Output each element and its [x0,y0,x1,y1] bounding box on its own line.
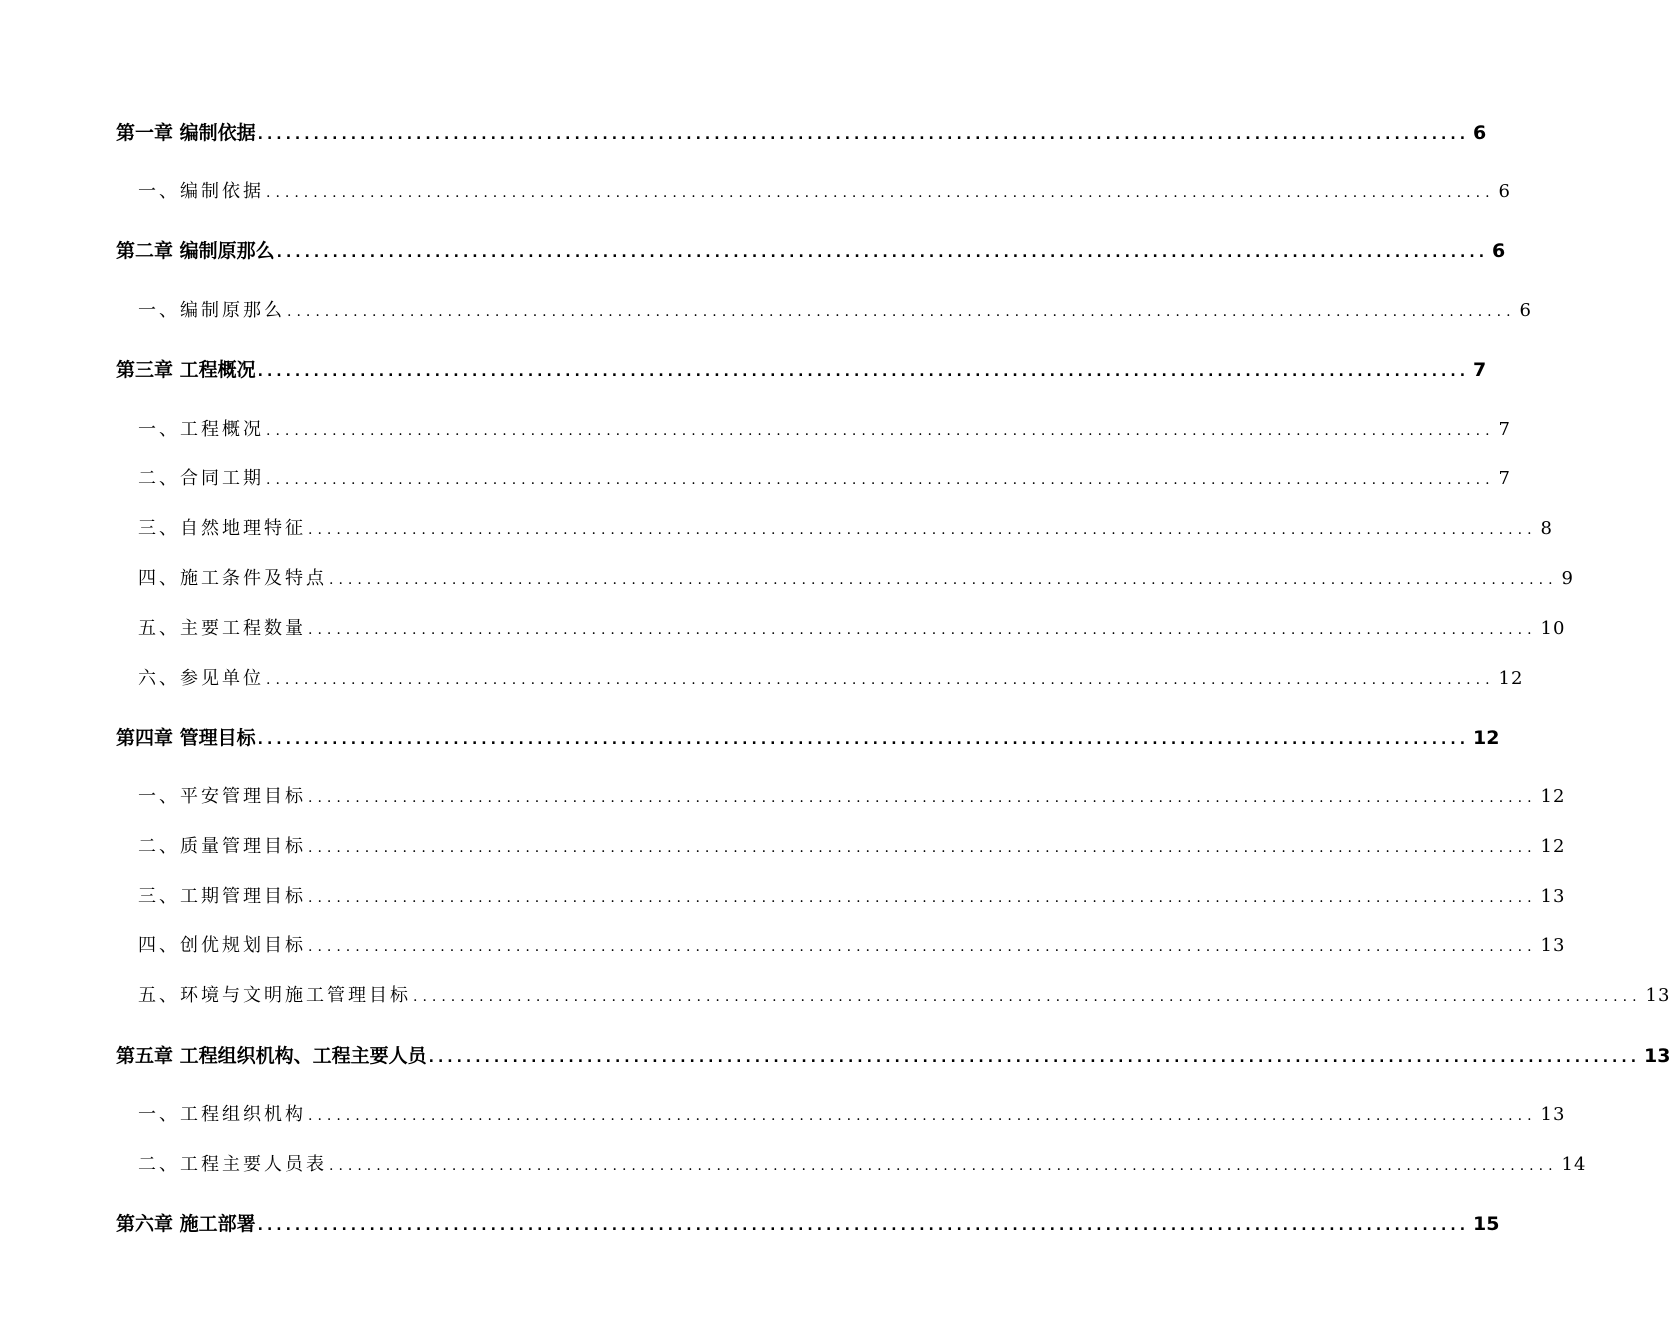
toc-page-number: 12 [1473,727,1500,749]
toc-page-number: 13 [1540,935,1566,956]
toc-entry-title: 四、施工条件及特点 [138,568,327,589]
toc-entry-title: 二、工程主要人员表 [138,1154,327,1175]
toc-entry-title: 四、创优规划目标 [138,935,306,956]
toc-page-number: 13 [1540,886,1566,907]
dot-leader: .................................................................................................................................. [428,1050,1641,1066]
toc-entry-title: 五、主要工程数量 [138,618,306,639]
toc-section-row[interactable] [116,931,1566,957]
dot-leader: .................................................................................................................................. [308,522,1537,538]
toc-page-number: 12 [1498,668,1524,689]
toc-chapter-row[interactable] [116,1209,1500,1236]
dot-leader: .................................................................................................................................. [257,127,1470,143]
toc-entry-title: 第三章 工程概况 [116,359,256,381]
toc-section-row[interactable] [116,177,1511,203]
toc-section-row[interactable] [116,514,1553,540]
dot-leader: .................................................................................................................................. [308,939,1537,955]
toc-page-number: 13 [1540,1104,1566,1125]
toc-page-number: 6 [1473,122,1487,144]
toc-page-number: 7 [1473,359,1487,381]
toc-entry-title: 第六章 施工部署 [116,1213,256,1235]
toc-section-row[interactable] [116,296,1532,322]
toc-page-number: 13 [1645,985,1670,1006]
toc-page-number: 12 [1540,786,1566,807]
dot-leader: .................................................................................................................................. [329,572,1558,588]
dot-leader: .................................................................................................................................. [329,1158,1558,1174]
dot-leader: .................................................................................................................................. [276,245,1489,261]
dot-leader: .................................................................................................................................. [308,890,1537,906]
toc-section-row[interactable] [116,464,1511,490]
toc-entry-title: 一、工程组织机构 [138,1104,306,1125]
toc-page-number: 10 [1540,618,1566,639]
toc-entry-title: 一、工程概况 [138,419,264,440]
dot-leader: .................................................................................................................................. [257,1218,1470,1234]
toc-entry-title: 第五章 工程组织机构、工程主要人员 [116,1045,427,1067]
toc-page-number: 6 [1492,240,1506,262]
toc-entry-title: 第一章 编制依据 [116,122,256,144]
toc-page-number: 15 [1473,1213,1500,1235]
toc-section-row[interactable] [116,832,1566,858]
toc-section-row[interactable] [116,782,1566,808]
toc-page-number: 7 [1498,468,1511,489]
toc-page-number: 13 [1644,1045,1670,1067]
dot-leader: .................................................................................................................................. [266,185,1495,201]
dot-leader: .................................................................................................................................. [266,423,1495,439]
dot-leader: .................................................................................................................................. [257,364,1470,380]
toc-section-row[interactable] [116,614,1566,640]
toc-entry-title: 第二章 编制原那么 [116,240,275,262]
dot-leader: .................................................................................................................................. [257,732,1470,748]
toc-section-row[interactable] [116,415,1511,441]
dot-leader: .................................................................................................................................. [266,472,1495,488]
dot-leader: .................................................................................................................................. [266,672,1495,688]
toc-page-number: 6 [1519,300,1532,321]
toc-section-row[interactable] [116,1100,1566,1126]
toc-entry-title: 第四章 管理目标 [116,727,256,749]
toc-page-number: 14 [1561,1154,1587,1175]
toc-section-row[interactable] [116,564,1574,590]
toc-entry-title: 五、环境与文明施工管理目标 [138,985,411,1006]
dot-leader: .................................................................................................................................. [308,622,1537,638]
toc-section-row[interactable] [116,981,1670,1007]
dot-leader: .................................................................................................................................. [308,790,1537,806]
dot-leader: .................................................................................................................................. [308,1108,1537,1124]
toc-entry-title: 一、编制依据 [138,181,264,202]
toc-entry-title: 六、参见单位 [138,668,264,689]
toc-entry-title: 二、合同工期 [138,468,264,489]
toc-chapter-row[interactable] [116,1041,1670,1068]
toc-entry-title: 三、工期管理目标 [138,886,306,907]
toc-chapter-row[interactable] [116,118,1487,145]
toc-section-row[interactable] [116,664,1524,690]
toc-page-number: 9 [1561,568,1574,589]
toc-page-number: 6 [1498,181,1511,202]
toc-entry-title: 一、编制原那么 [138,300,285,321]
dot-leader: .................................................................................................................................. [287,304,1516,320]
toc-entry-title: 二、质量管理目标 [138,836,306,857]
toc-page-number: 7 [1498,419,1511,440]
toc-entry-title: 一、平安管理目标 [138,786,306,807]
toc-chapter-row[interactable] [116,723,1500,750]
toc-entry-title: 三、自然地理特征 [138,518,306,539]
toc-chapter-row[interactable] [116,236,1506,263]
toc-page-number: 8 [1540,518,1553,539]
toc-chapter-row[interactable] [116,355,1487,382]
dot-leader: .................................................................................................................................. [308,840,1537,856]
toc-section-row[interactable] [116,882,1566,908]
toc-page-number: 12 [1540,836,1566,857]
dot-leader: .................................................................................................................................. [413,989,1642,1005]
toc-section-row[interactable] [116,1150,1587,1176]
